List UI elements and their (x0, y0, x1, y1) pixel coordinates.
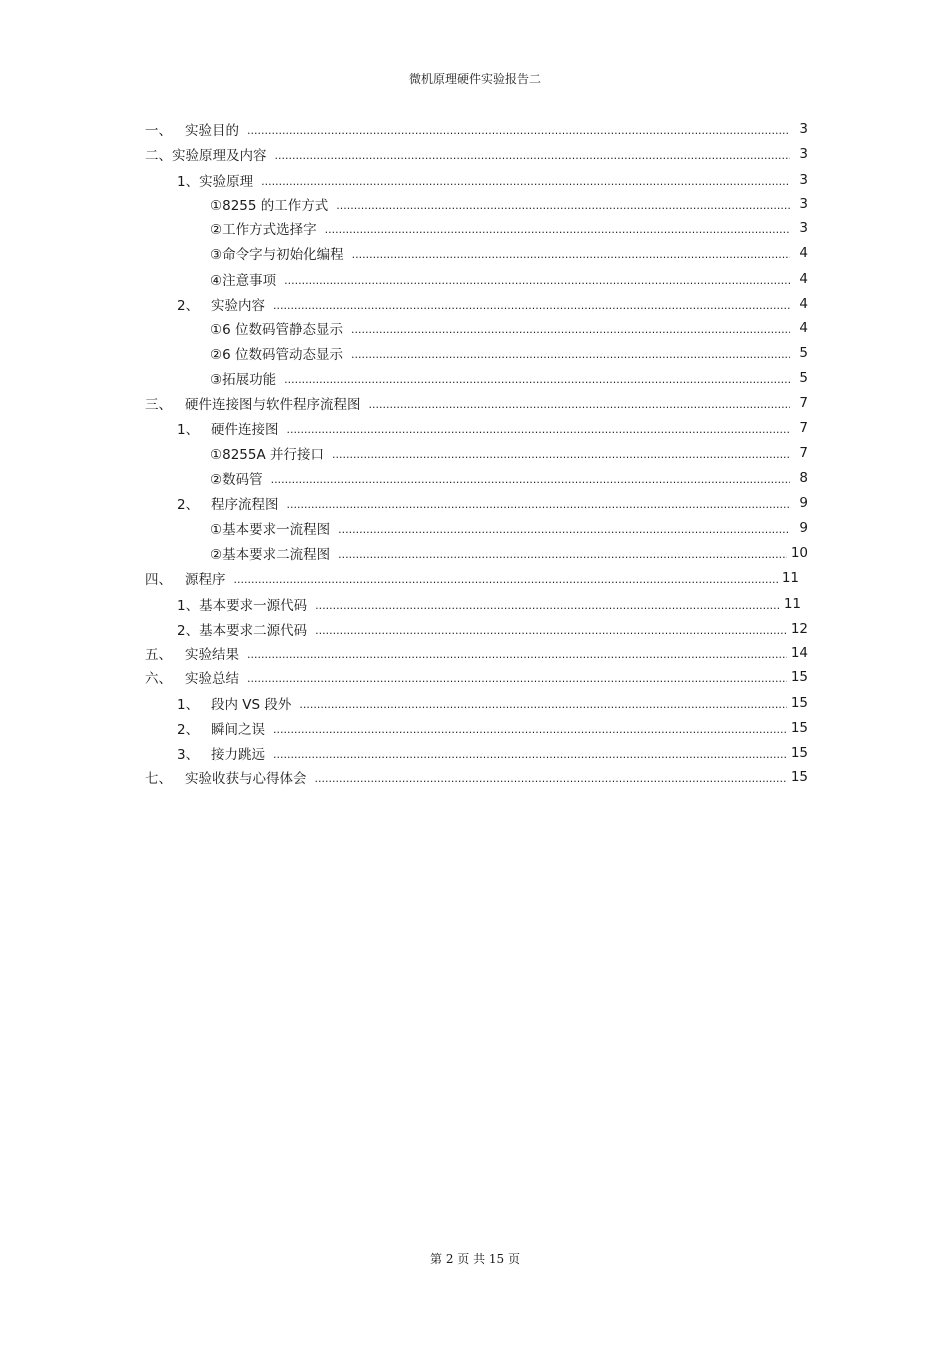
toc-page-number: 15 (790, 745, 808, 761)
toc-entry-title: ②6 位数码管动态显示 (210, 347, 343, 363)
toc-page-number: 12 (790, 621, 808, 637)
toc-entry-title: 源程序 (185, 572, 226, 588)
toc-page-number: 10 (790, 545, 808, 561)
toc-entry[interactable] (210, 194, 808, 214)
toc-page-number: 3 (799, 146, 808, 162)
toc-page-number: 9 (799, 495, 808, 511)
toc-entry[interactable] (177, 619, 808, 639)
toc-entry[interactable] (210, 269, 808, 289)
toc-leader-dots (261, 175, 790, 188)
toc-leader-dots (336, 199, 790, 212)
toc-leader-dots (338, 523, 790, 536)
toc-entry-number: 三、 (145, 397, 172, 413)
toc-leader-dots (299, 698, 786, 711)
toc-entry-title: 接力跳远 (211, 747, 265, 763)
toc-entry[interactable] (177, 493, 808, 513)
toc-entry-title: ②工作方式选择字 (210, 222, 317, 238)
toc-leader-dots (247, 124, 790, 137)
toc-entry-title: ③命令字与初始化编程 (210, 247, 344, 263)
toc-page-number: 11 (781, 570, 799, 586)
toc-page-number: 11 (783, 596, 801, 612)
toc-page-number: 8 (799, 470, 808, 486)
toc-entry-title: 程序流程图 (211, 497, 279, 513)
toc-entry-title: ④注意事项 (210, 273, 277, 289)
toc-entry-title: 1、基本要求一源代码 (177, 598, 308, 614)
toc-entry[interactable] (210, 343, 808, 363)
toc-leader-dots (315, 772, 787, 785)
toc-leader-dots (351, 348, 790, 361)
toc-entry-title: 二、实验原理及内容 (145, 148, 267, 164)
toc-entry-title: 2、基本要求二源代码 (177, 623, 308, 639)
toc-entry[interactable] (145, 667, 808, 687)
toc-entry-number: 五、 (145, 647, 172, 663)
toc-entry-number: 3、 (177, 747, 200, 763)
toc-entry-title: ③拓展功能 (210, 372, 277, 388)
toc-page-number: 4 (799, 320, 808, 336)
toc-entry[interactable] (145, 643, 808, 663)
toc-entry-title: ②基本要求二流程图 (210, 547, 331, 563)
toc-entry[interactable] (145, 393, 808, 413)
toc-entry-number: 六、 (145, 671, 172, 687)
toc-leader-dots (273, 723, 787, 736)
toc-entry[interactable] (145, 144, 808, 164)
toc-entry[interactable] (210, 518, 808, 538)
toc-entry[interactable] (210, 318, 808, 338)
toc-entry-title: ①8255 的工作方式 (210, 198, 329, 214)
toc-entry[interactable] (177, 294, 808, 314)
toc-entry-number: 一、 (145, 123, 172, 139)
toc-page-number: 15 (790, 695, 808, 711)
toc-entry-number: 七、 (145, 771, 172, 787)
toc-entry[interactable] (210, 243, 808, 263)
toc-leader-dots (315, 599, 780, 612)
toc-entry[interactable] (210, 543, 808, 563)
toc-entry-number: 1、 (177, 697, 200, 713)
toc-entry[interactable] (145, 767, 808, 787)
toc-entry[interactable] (177, 594, 801, 614)
toc-entry-title: ②数码管 (210, 472, 263, 488)
toc-entry-title: ①6 位数码管静态显示 (210, 322, 343, 338)
toc-leader-dots (287, 423, 791, 436)
toc-leader-dots (247, 648, 787, 661)
toc-leader-dots (287, 498, 791, 511)
toc-entry[interactable] (145, 568, 799, 588)
page-footer: 第 2 页 共 15 页 (430, 1252, 520, 1266)
toc-page-number: 3 (799, 172, 808, 188)
toc-leader-dots (284, 373, 790, 386)
toc-leader-dots (338, 548, 787, 561)
toc-page-number: 4 (799, 271, 808, 287)
toc-entry-title: 实验结果 (185, 647, 239, 663)
toc-leader-dots (273, 299, 790, 312)
document-header: 微机原理硬件实验报告二 (408, 72, 541, 86)
toc-entry-title: 实验目的 (185, 123, 239, 139)
toc-entry[interactable] (210, 368, 808, 388)
toc-entry-title: 瞬间之误 (211, 722, 265, 738)
toc-page-number: 5 (799, 345, 808, 361)
toc-page-number: 3 (799, 196, 808, 212)
toc-entry[interactable] (177, 170, 808, 190)
toc-entry[interactable] (177, 718, 808, 738)
toc-entry-title: ①8255A 并行接口 (210, 447, 324, 463)
toc-entry-number: 2、 (177, 298, 200, 314)
toc-page-number: 4 (799, 245, 808, 261)
toc-leader-dots (271, 473, 790, 486)
toc-entry[interactable] (210, 468, 808, 488)
toc-leader-dots (273, 748, 787, 761)
toc-page-number: 3 (799, 220, 808, 236)
toc-entry-number: 2、 (177, 722, 200, 738)
toc-entry-number: 2、 (177, 497, 200, 513)
toc-entry[interactable] (210, 443, 808, 463)
toc-leader-dots (332, 448, 790, 461)
toc-leader-dots (275, 149, 791, 162)
toc-entry-number: 1、 (177, 422, 200, 438)
toc-page-number: 3 (799, 121, 808, 137)
toc-page-number: 15 (790, 769, 808, 785)
toc-page-number: 7 (799, 420, 808, 436)
toc-page-number: 15 (790, 720, 808, 736)
toc-leader-dots (284, 274, 790, 287)
toc-page-number: 7 (799, 395, 808, 411)
toc-page-number: 4 (799, 296, 808, 312)
toc-leader-dots (325, 223, 790, 236)
toc-entry-title: ①基本要求一流程图 (210, 522, 331, 538)
toc-entry[interactable] (145, 119, 808, 139)
toc-leader-dots (351, 323, 790, 336)
toc-page-number: 7 (799, 445, 808, 461)
toc-entry-number: 四、 (145, 572, 172, 588)
toc-entry-title: 实验总结 (185, 671, 239, 687)
toc-entry-title: 1、实验原理 (177, 174, 254, 190)
toc-entry-title: 实验内容 (211, 298, 265, 314)
toc-entry-title: 硬件连接图 (211, 422, 279, 438)
toc-entry[interactable] (177, 693, 808, 713)
toc-page-number: 5 (799, 370, 808, 386)
toc-leader-dots (247, 672, 787, 685)
toc-entry[interactable] (177, 743, 808, 763)
toc-entry-title: 段内 VS 段外 (211, 697, 292, 713)
toc-leader-dots (234, 573, 778, 586)
toc-entry-title: 硬件连接图与软件程序流程图 (185, 397, 361, 413)
toc-leader-dots (352, 248, 790, 261)
toc-page-number: 14 (790, 645, 808, 661)
toc-leader-dots (315, 624, 787, 637)
toc-page-number: 15 (790, 669, 808, 685)
toc-entry[interactable] (210, 218, 808, 238)
toc-page-number: 9 (799, 520, 808, 536)
toc-leader-dots (369, 398, 791, 411)
toc-entry-title: 实验收获与心得体会 (185, 771, 307, 787)
toc-entry[interactable] (177, 418, 808, 438)
